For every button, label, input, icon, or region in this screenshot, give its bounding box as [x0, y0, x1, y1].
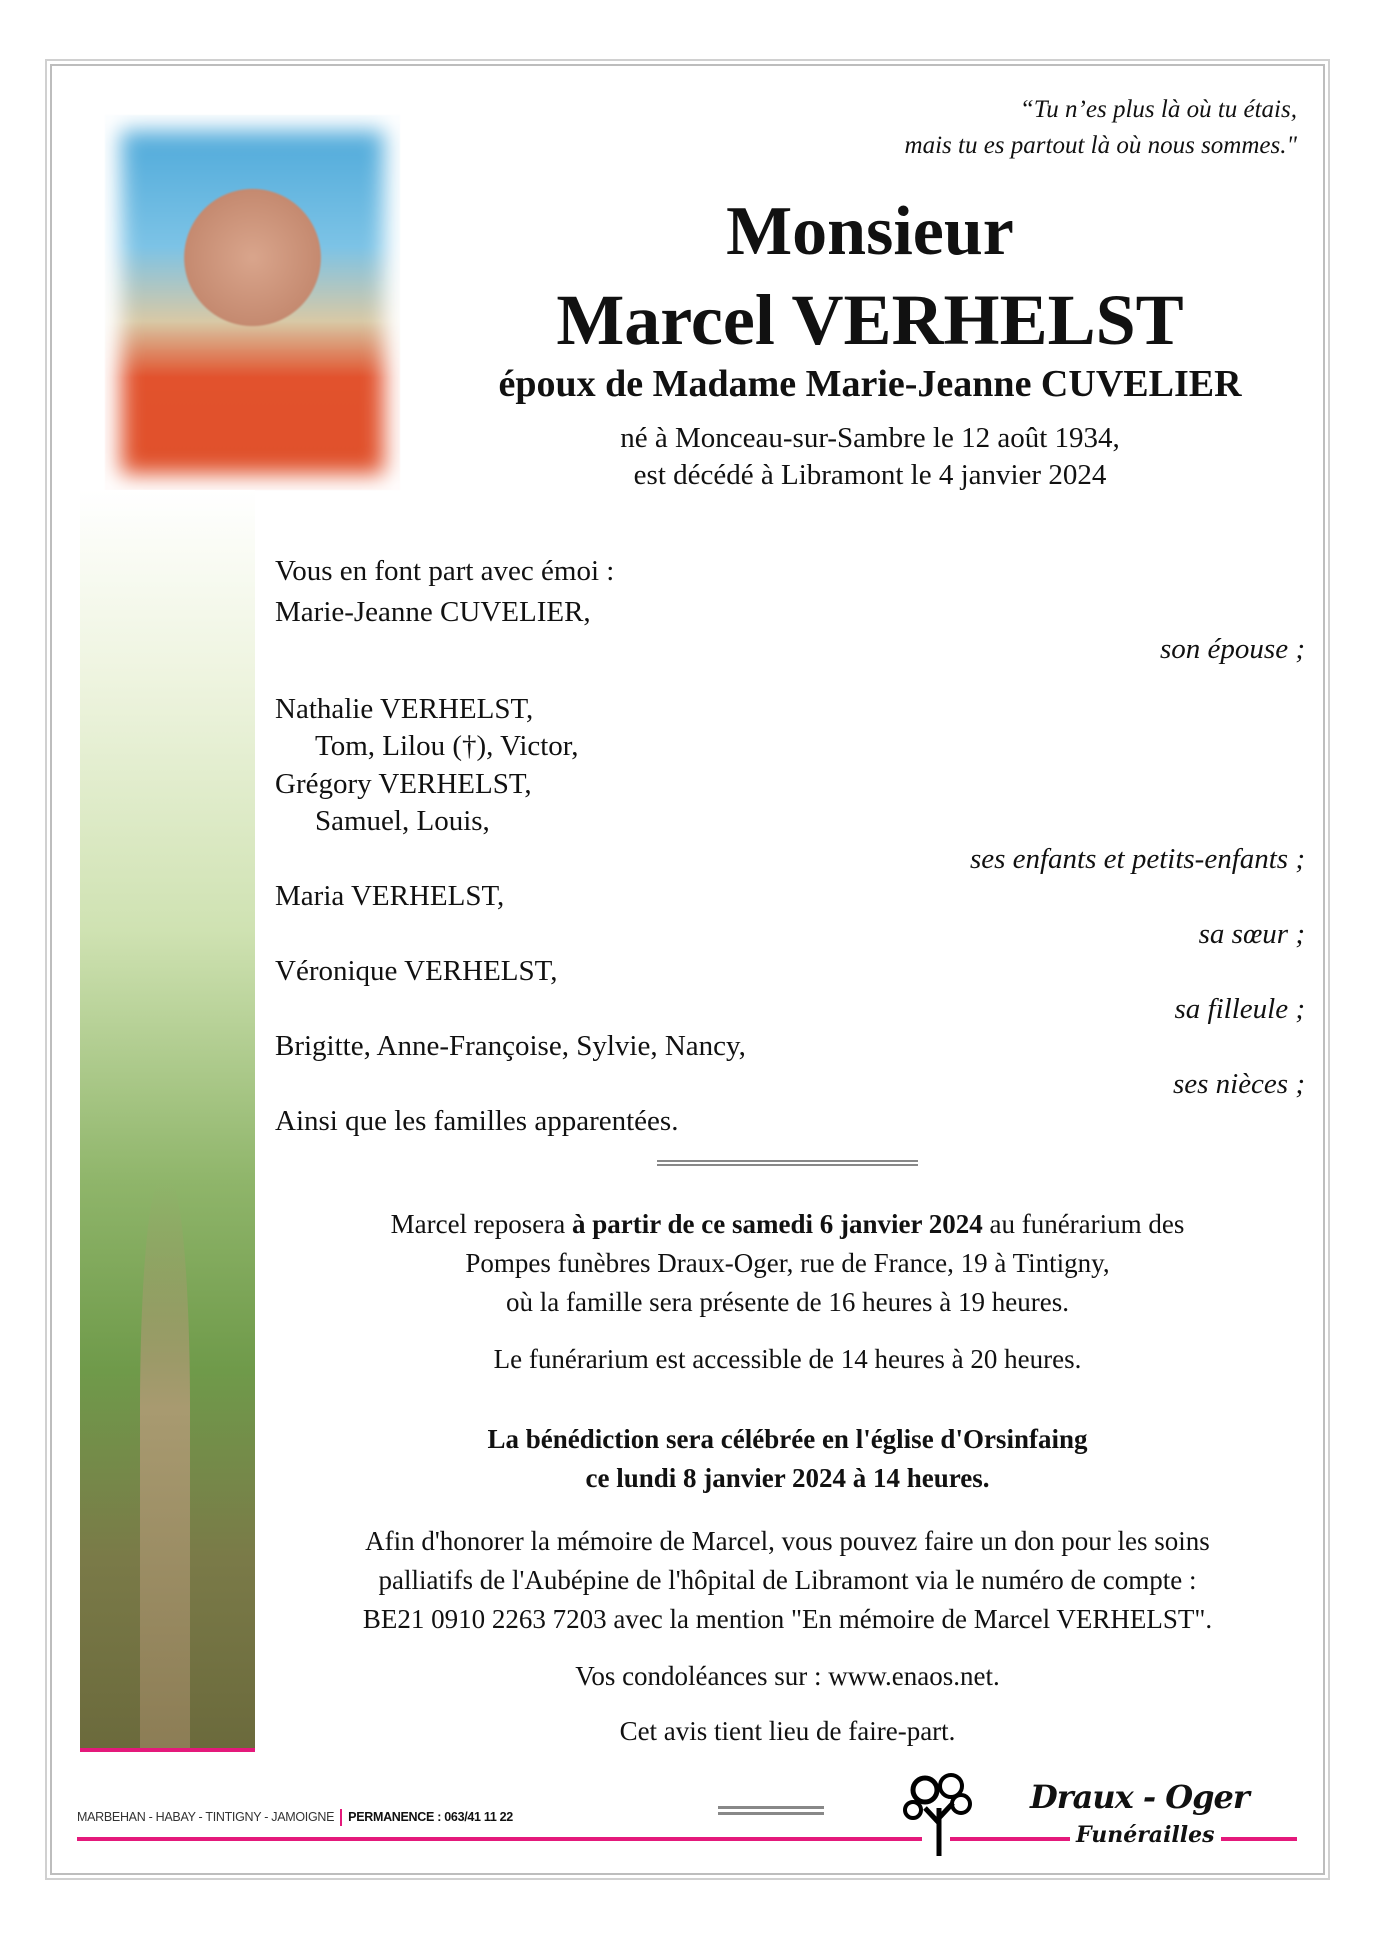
tree-icon: [895, 1768, 985, 1858]
family-name: Maria VERHELST,: [275, 880, 505, 912]
death-line: est décédé à Libramont le 4 janvier 2024: [633, 459, 1107, 491]
family-name: Marie-Jeanne CUVELIER,: [275, 595, 591, 628]
text: Marcel reposera: [390, 1209, 573, 1239]
family-intro: Vous en font part avec émoi :: [275, 555, 615, 587]
visit-date: à partir de ce samedi 6 janvier 2024: [572, 1209, 983, 1239]
permanence-phone: PERMANENCE : 063/41 11 22: [348, 1809, 513, 1824]
dates: [420, 420, 1320, 494]
divider: [657, 1160, 918, 1166]
notice-text: Cet avis tient lieu de faire-part.: [619, 1716, 956, 1746]
family-name: Tom, Lilou (†), Victor,: [315, 730, 579, 762]
text: au funérarium des: [982, 1209, 1185, 1239]
family-relation: ses enfants et petits-enfants ;: [969, 842, 1305, 875]
text: où la famille sera présente de 16 heures à 19 heures.: [505, 1287, 1070, 1317]
birth-line: né à Monceau-sur-Sambre le 12 août 1934,: [620, 422, 1120, 454]
family-relation: sa sœur ;: [1198, 917, 1305, 950]
family-closing: Ainsi que les familles apparentées.: [275, 1105, 679, 1137]
portrait-photo: [105, 115, 400, 490]
text: La bénédiction sera célébrée en l'église d'Orsinfaing: [487, 1424, 1088, 1454]
family-name: Brigitte, Anne-Françoise, Sylvie, Nancy,: [275, 1030, 746, 1062]
epitaph-quote: [905, 92, 1297, 164]
donation-info: [290, 1522, 1285, 1639]
accent-line: [80, 1748, 255, 1752]
ceremony-info: [290, 1420, 1285, 1498]
family-name: Nathalie VERHELST,: [275, 692, 534, 725]
quote-line: mais tu es partout là où nous sommes.": [904, 132, 1297, 159]
logo-name: Draux - Oger: [1030, 1778, 1249, 1816]
family-name: Véronique VERHELST,: [275, 955, 558, 987]
text: Pompes funèbres Draux-Oger, rue de France, 19 à Tintigny,: [465, 1248, 1110, 1278]
condolences-info: Vos condoléances sur : www.enaos.net.: [575, 1661, 1000, 1691]
draux-oger-logo: [890, 1768, 1290, 1858]
family-relation: son épouse ;: [1160, 633, 1305, 665]
logo-subtitle: Funérailles: [1070, 1822, 1221, 1848]
separator: [340, 1809, 342, 1826]
deceased-name: Marcel VERHELST: [556, 280, 1184, 360]
text: Afin d'honorer la mémoire de Marcel, vous pouvez faire un don pour les soins: [365, 1526, 1210, 1556]
access-info: Le funérarium est accessible de 14 heures à 20 heures.: [493, 1344, 1082, 1374]
family-list: [275, 553, 1305, 1141]
family-name: Grégory VERHELST,: [275, 767, 532, 800]
quote-line: “Tu n’es plus là où tu étais,: [1019, 96, 1297, 123]
footer-contact: [77, 1809, 513, 1826]
accent-line: [77, 1837, 922, 1841]
forest-path-image: [80, 490, 255, 1748]
divider: [718, 1806, 824, 1815]
family-relation: sa filleule ;: [1174, 992, 1305, 1025]
locations: MARBEHAN - HABAY - TINTIGNY - JAMOIGNE: [77, 1809, 335, 1824]
text: BE21 0910 2263 7203 avec la mention "En mémoire de Marcel VERHELST".: [362, 1604, 1213, 1634]
text: palliatifs de l'Aubépine de l'hôpital de Libramont via le numéro de compte :: [378, 1565, 1197, 1595]
family-name: Samuel, Louis,: [315, 805, 490, 837]
title: Monsieur: [726, 193, 1014, 270]
visitation-info: [290, 1205, 1285, 1322]
spouse-line: époux de Madame Marie-Jeanne CUVELIER: [498, 363, 1242, 405]
family-relation: ses nièces ;: [1172, 1067, 1305, 1100]
text: ce lundi 8 janvier 2024 à 14 heures.: [585, 1463, 990, 1493]
